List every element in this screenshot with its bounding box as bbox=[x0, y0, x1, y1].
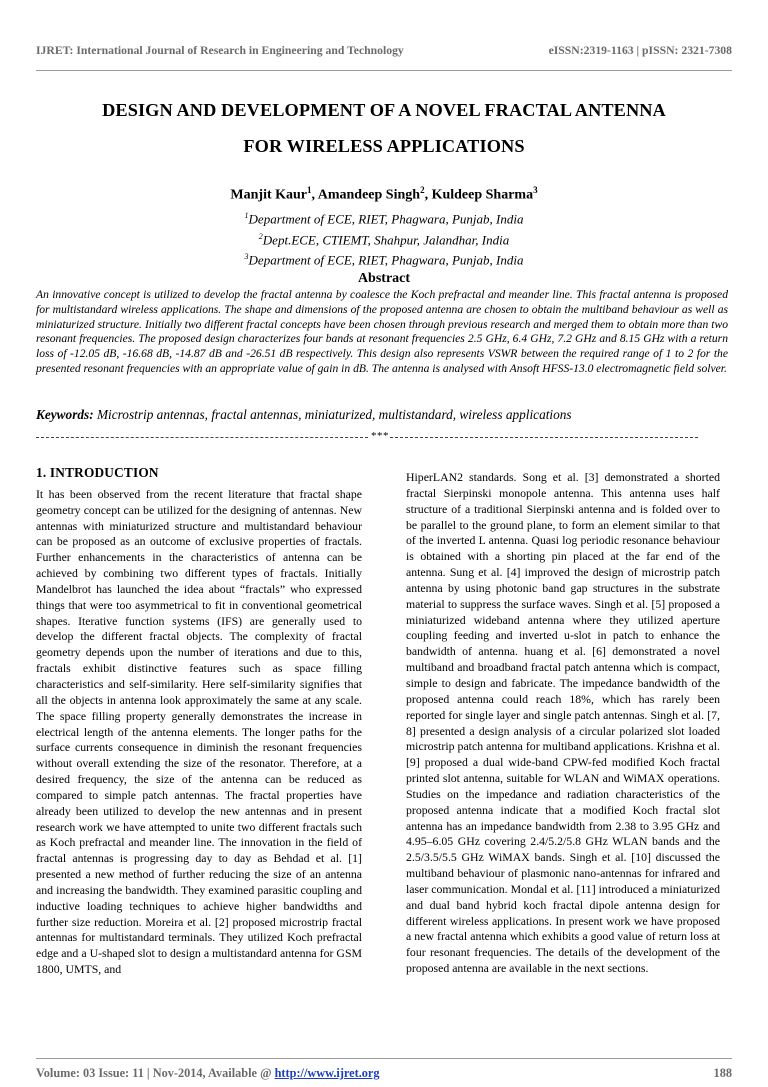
keywords-label: Keywords: bbox=[36, 407, 94, 422]
affiliation bbox=[36, 228, 732, 249]
running-footer bbox=[36, 1066, 732, 1082]
abstract-heading: Abstract bbox=[357, 271, 411, 286]
header-divider bbox=[36, 70, 732, 71]
affiliation-text: Department of ECE, RIET, Phagwara, Punjab, India bbox=[248, 252, 524, 268]
affiliation-list bbox=[36, 207, 732, 269]
author-name: Amandeep Singh bbox=[317, 187, 421, 203]
author-separator: , bbox=[424, 187, 432, 203]
paper-title bbox=[48, 92, 720, 164]
column-left bbox=[36, 465, 362, 978]
column-right bbox=[406, 470, 720, 977]
running-header bbox=[36, 44, 732, 60]
affiliation bbox=[36, 207, 732, 228]
author-list bbox=[36, 180, 732, 206]
issn-numbers: eISSN:2319-1163 | pISSN: 2321-7308 bbox=[548, 44, 732, 57]
title-line-2: FOR WIRELESS APPLICATIONS bbox=[243, 136, 525, 156]
keywords-text: Microstrip antennas, fractal antennas, miniaturized, multistandard, wireless applications bbox=[96, 407, 572, 422]
journal-name: IJRET: International Journal of Research in Engineering and Technology bbox=[36, 44, 404, 57]
affiliation-mark: 1 bbox=[244, 211, 249, 220]
separator-dash-right bbox=[390, 437, 698, 438]
affiliation-mark: 3 bbox=[244, 252, 249, 262]
author-affil-mark: 1 bbox=[307, 185, 312, 195]
abstract-text: An innovative concept is utilized to develop the fractal antenna by coalesce the Koch prefractal and meander line. This fractal antenna is proposed for multistandard wireless applications. The shape and dimensions of the proposed antenna are chosen to obtain the multiband behaviour as well as miniaturized structure. Initially two different fractal concepts have been chosen through previous research and merged them to obtain more than two resonant frequencies. The proposed design characterizes four bands at resonant frequencies 2.5 GHz, 6.4 GHz, 7.2 GHz and 8.15 GHz with a return loss of -12.05 dB, -16.68 dB, -14.87 dB and -26.51 dB respectively. This design also represents VSWR between the required range of 1 to 2 for the presented resonant frequencies with an appropriate value of gain in dB. The antenna is analysed with Ansoft HFSS-13.0 electromagnetic field solver. bbox=[36, 288, 728, 375]
author-name: Kuldeep Sharma bbox=[431, 187, 534, 203]
body-paragraph: It has been observed from the recent literature that fractal shape geometry concept can be utilized for the designing of antennas. New antennas with miniaturized structure and multistandard behaviour can be proposed as an outcome of exclusive properties of fractals. Further enhancements in the characteristics of antenna can be achieved by combining two different types of fractals. Initially Mandelbrot has launched the idea about “fractals” who expressed things that were too asymmetrical to fit in conventional geometrical shapes. Iterative function systems (IFS) are generally used to develop the different fractal objects. The complexity of fractal geometry depends upon the number of iterations and due to this, fractals exhibit distinctive features such as space filling characteristics and self-similarity. Here self-similarity signifies that all the objects in antenna look approximately the same at any scale. The space filling property generally demonstrates the increase in electrical length of the antenna elements. The longer paths for the surface currents consequence in diminish the resonant frequencies without overall extending the size of the resonator. Therefore, at a desired frequency, the size of the antenna can be reduced as compared to simple patch antennas. The fractal properties have already been utilized to develop the new antennas and in present research work we have attempted to unite two different fractals such as Koch prefractal and meander line. The innovation in the field of fractal antennas is progressing day to day as Behdad et al. [1] presented a new method of further reducing the size of an antenna and increasing the bandwidth. They examined parasitic coupling and inductive loading techniques to achieve higher bandwidths and further size reduction. Moreira et al. [2] proposed microstrip fractal antennas for multistandard terminals. They utilized Koch prefractal edge and a U-shaped slot to design a multistandard antenna for GSM 1800, UMTS, and bbox=[36, 486, 362, 977]
keywords bbox=[36, 407, 732, 423]
page-number: 188 bbox=[713, 1066, 732, 1080]
volume-info: Volume: 03 Issue: 11 | Nov-2014, Available @ bbox=[36, 1066, 275, 1080]
title-line-1: DESIGN AND DEVELOPMENT OF A NOVEL FRACTAL ANTENNA bbox=[102, 100, 666, 120]
affiliation bbox=[36, 248, 732, 269]
author-affil-mark: 3 bbox=[533, 185, 538, 195]
author-separator: , bbox=[311, 187, 318, 203]
author-name: Manjit Kaur bbox=[230, 187, 308, 203]
separator-stars: *** bbox=[371, 430, 389, 442]
section-heading-introduction: 1. INTRODUCTION bbox=[36, 465, 159, 480]
footer-divider bbox=[36, 1058, 732, 1059]
journal-link[interactable]: http://www.ijret.org bbox=[274, 1066, 380, 1080]
section-separator bbox=[36, 431, 732, 443]
affiliation-text: Department of ECE, RIET, Phagwara, Punjab, India bbox=[248, 211, 524, 227]
body-paragraph: HiperLAN2 standards. Song et al. [3] demonstrated a shorted fractal Sierpinski monopole antenna. This antenna uses half structure of a traditional Sierpinski antenna and is folded over to be parallel to the ground plane, to form an element similar to that of the inverted L antenna. Quasi log periodic resonance behaviour is obtained with a shorting pin placed at the far end of the antenna. Sung et al. [4] improved the design of microstrip patch antenna by using photonic band gap structures in the substrate material to suppress the surface waves. Singh et al. [5] proposed a miniaturized wideband antenna where they utilized aperture coupling feeding and inverted u-slot in patch to enhance the bandwidth of antenna. huang et al. [6] demonstrated a novel multiband and broadband fractal patch antenna which is compact, simple to design and fabricate. The impedance bandwidth of the proposed antenna could reach 18%, which has rarely been reported for single layer and single patch antennas. Singh et al. [7, 8] presented a design analysis of a circular polarized slot loaded microstrip patch antenna for multiband applications. Krishna et al. [9] proposed a dual wide-band CPW-fed modified Koch fractal printed slot antenna, suitable for WLAN and WiMAX operations. Studies on the impedance and radiation characteristics of the proposed antenna indicate that a modified Koch fractal slot antenna has an impedance bandwidth from 2.38 to 3.95 GHz and 4.95–6.05 GHz covering 2.4/5.2/5.8 GHz WLAN bands and the 2.5/3.5/5.5 GHz WiMAX bands. Singh et al. [10] discussed the multiband behaviour of plasmonic nano-antennas for infrared and laser communication. Mondal et al. [11] introduced a miniaturized and dual band hybrid koch fractal dipole antenna design for different wireless applications. In present work we have proposed a new fractal antenna which exhibits a good value of return loss at four resonant frequencies. The details of the development of the proposed antenna are available in the next sections. bbox=[406, 470, 720, 976]
affiliation-text: Dept.ECE, CTIEMT, Shahpur, Jalandhar, India bbox=[262, 231, 510, 247]
affiliation-mark: 2 bbox=[258, 231, 263, 241]
separator-dash-left bbox=[36, 437, 368, 438]
footer-volume bbox=[36, 1066, 380, 1081]
author-affil-mark: 2 bbox=[420, 185, 425, 195]
